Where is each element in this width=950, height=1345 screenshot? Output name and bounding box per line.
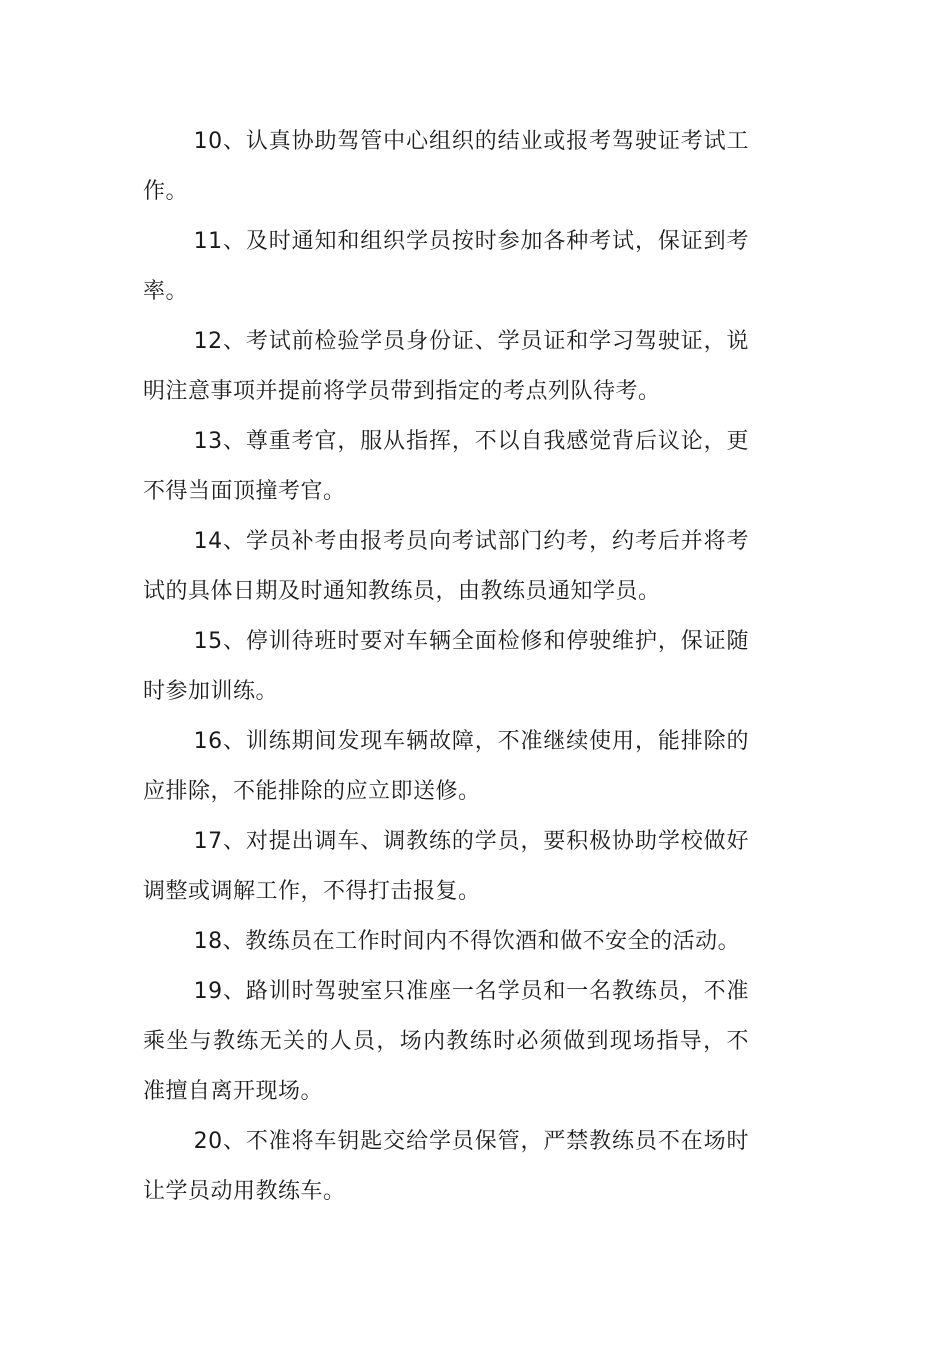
document-body: [143, 117, 749, 1217]
rule-item-12: 12、考试前检验学员身份证、学员证和学习驾驶证，说明注意事项并提前将学员带到指定的考点列队待考。: [143, 329, 749, 404]
rule-item-17: 17、对提出调车、调教练的学员，要积极协助学校做好调整或调解工作，不得打击报复。: [143, 829, 749, 904]
rule-item-18: 18、教练员在工作时间内不得饮酒和做不安全的活动。: [193, 929, 741, 954]
rule-item-20: 20、不准将车钥匙交给学员保管，严禁教练员不在场时让学员动用教练车。: [143, 1129, 749, 1204]
rule-item-16: 16、训练期间发现车辆故障，不准继续使用，能排除的应排除，不能排除的应立即送修。: [143, 729, 749, 804]
rule-item-15: 15、停训待班时要对车辆全面检修和停驶维护，保证随时参加训练。: [143, 629, 749, 704]
rule-item-11: 11、及时通知和组织学员按时参加各种考试，保证到考率。: [143, 229, 749, 304]
rule-item-14: 14、学员补考由报考员向考试部门约考，约考后并将考试的具体日期及时通知教练员，由教练员通知学员。: [143, 529, 749, 604]
rule-item-10: 10、认真协助驾管中心组织的结业或报考驾驶证考试工作。: [143, 129, 749, 204]
rule-item-13: 13、尊重考官，服从指挥，不以自我感觉背后议论，更不得当面顶撞考官。: [143, 429, 749, 504]
rule-item-19: 19、路训时驾驶室只准座一名学员和一名教练员，不准乘坐与教练无关的人员，场内教练时必须做到现场指导，不准擅自离开现场。: [143, 979, 749, 1104]
